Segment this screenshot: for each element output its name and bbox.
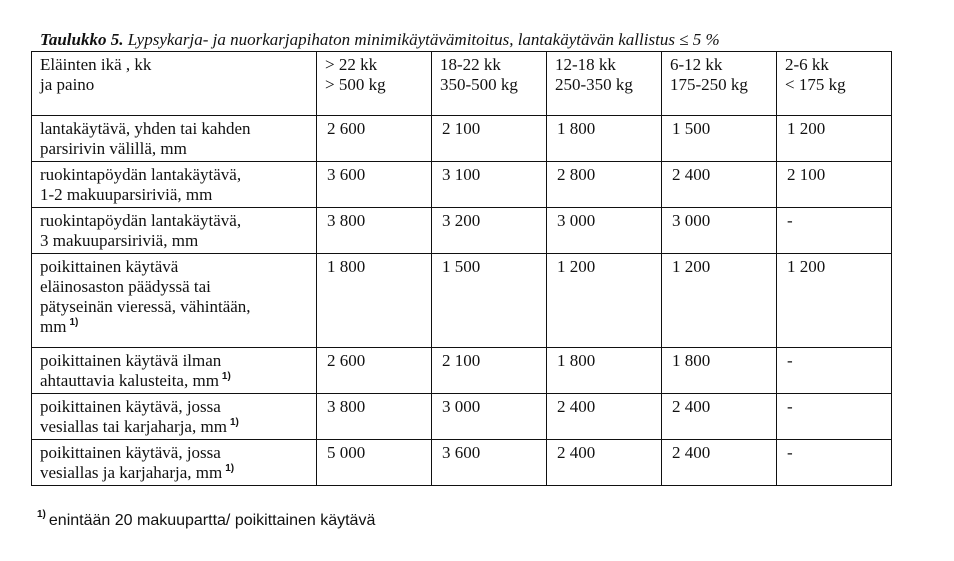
row-label: [32, 440, 317, 486]
row-label-line: poikittainen käytävä, jossa: [40, 397, 221, 416]
row-label-text: vesiallas tai karjaharja, mm: [40, 417, 227, 436]
table-cell: 2 100: [777, 162, 892, 208]
table-footnote: [37, 509, 376, 530]
table-row: [32, 440, 892, 486]
table-cell: 2 800: [547, 162, 662, 208]
table-caption: [40, 30, 720, 50]
header-weight: < 175 kg: [785, 75, 846, 94]
table-cell: 2 600: [317, 116, 432, 162]
table-cell: 3 000: [662, 208, 777, 254]
table-cell: 1 200: [777, 116, 892, 162]
row-label-line-with-footnote: [40, 317, 310, 337]
table-cell: 2 100: [432, 348, 547, 394]
header-weight: 350-500 kg: [440, 75, 518, 94]
footnote-marker: 1): [69, 317, 79, 328]
table-cell: 1 500: [662, 116, 777, 162]
table-cell: 2 400: [547, 440, 662, 486]
row-label-line: ruokintapöydän lantakäytävä,: [40, 165, 242, 184]
row-label: [32, 254, 317, 348]
row-label-line: poikittainen käytävä ilman: [40, 351, 222, 370]
table-cell: 2 400: [547, 394, 662, 440]
row-label-line-with-footnote: [40, 417, 310, 437]
header-column: [777, 52, 892, 116]
row-label: [32, 208, 317, 254]
table-row: [32, 254, 892, 348]
header-age: 6-12 kk: [670, 55, 723, 74]
header-column: [662, 52, 777, 116]
table-cell: 3 000: [547, 208, 662, 254]
footnote-text: enintään 20 makuupartta/ poikittainen käytävä: [48, 512, 376, 529]
footnote-marker: 1): [221, 371, 231, 382]
row-label: [32, 116, 317, 162]
table-row: [32, 116, 892, 162]
table-cell: -: [777, 394, 892, 440]
table-row: [32, 162, 892, 208]
table-cell: -: [777, 440, 892, 486]
table-cell: -: [777, 208, 892, 254]
header-age: 2-6 kk: [785, 55, 829, 74]
table-cell: 3 800: [317, 394, 432, 440]
table-cell: 3 800: [317, 208, 432, 254]
corridor-dimension-table: [31, 51, 892, 486]
table-cell: 2 400: [662, 440, 777, 486]
row-label-text: mm: [40, 317, 67, 336]
table-cell: 1 800: [547, 116, 662, 162]
row-label: [32, 348, 317, 394]
header-row-label: [32, 52, 317, 116]
header-weight: > 500 kg: [325, 75, 386, 94]
row-label-line: poikittainen käytävä: [40, 257, 179, 276]
table-cell: 5 000: [317, 440, 432, 486]
row-label-line: poikittainen käytävä, jossa: [40, 443, 221, 462]
header-label-line: ja paino: [40, 75, 95, 94]
footnote-marker: 1): [229, 417, 239, 428]
row-label: [32, 162, 317, 208]
table-cell: 3 600: [317, 162, 432, 208]
table-cell: 1 800: [547, 348, 662, 394]
row-label-line-with-footnote: [40, 463, 310, 483]
header-weight: 175-250 kg: [670, 75, 748, 94]
row-label-line: 3 makuuparsiriviä, mm: [40, 231, 199, 250]
table-cell: 2 400: [662, 162, 777, 208]
header-label-line: Eläinten ikä , kk: [40, 55, 152, 74]
table-row: [32, 208, 892, 254]
header-column: [317, 52, 432, 116]
row-label-line-with-footnote: [40, 371, 310, 391]
table-cell: 3 000: [432, 394, 547, 440]
table-cell: 1 200: [547, 254, 662, 348]
header-column: [432, 52, 547, 116]
row-label-line: ruokintapöydän lantakäytävä,: [40, 211, 242, 230]
table-cell: 1 500: [432, 254, 547, 348]
row-label-text: ahtauttavia kalusteita, mm: [40, 371, 219, 390]
row-label-line: parsirivin välillä, mm: [40, 139, 187, 158]
row-label: [32, 394, 317, 440]
table-cell: 1 200: [777, 254, 892, 348]
table-cell: 3 100: [432, 162, 547, 208]
table-cell: -: [777, 348, 892, 394]
header-age: 12-18 kk: [555, 55, 616, 74]
row-label-line: eläinosaston päädyssä tai: [40, 277, 211, 296]
row-label-line: lantakäytävä, yhden tai kahden: [40, 119, 251, 138]
row-label-text: vesiallas ja karjaharja, mm: [40, 463, 223, 482]
table-row: [32, 394, 892, 440]
header-age: 18-22 kk: [440, 55, 501, 74]
table-cell: 1 800: [317, 254, 432, 348]
table-cell: 2 600: [317, 348, 432, 394]
row-label-line: 1-2 makuuparsiriviä, mm: [40, 185, 213, 204]
header-weight: 250-350 kg: [555, 75, 633, 94]
header-column: [547, 52, 662, 116]
footnote-marker: 1): [37, 509, 46, 520]
header-age: > 22 kk: [325, 55, 378, 74]
table-header-row: [32, 52, 892, 116]
table-row: [32, 348, 892, 394]
footnote-marker: 1): [225, 463, 235, 474]
table-cell: 3 200: [432, 208, 547, 254]
table-cell: 3 600: [432, 440, 547, 486]
table-cell: 2 400: [662, 394, 777, 440]
table-cell: 1 800: [662, 348, 777, 394]
caption-title: Lypsykarja- ja nuorkarjapihaton minimikäytävämitoitus, lantakäytävän kallistus ≤ 5 %: [127, 30, 720, 49]
row-label-line: pätyseinän vieressä, vähintään,: [40, 297, 251, 316]
caption-label: Taulukko 5.: [40, 30, 124, 49]
table-cell: 2 100: [432, 116, 547, 162]
table-cell: 1 200: [662, 254, 777, 348]
